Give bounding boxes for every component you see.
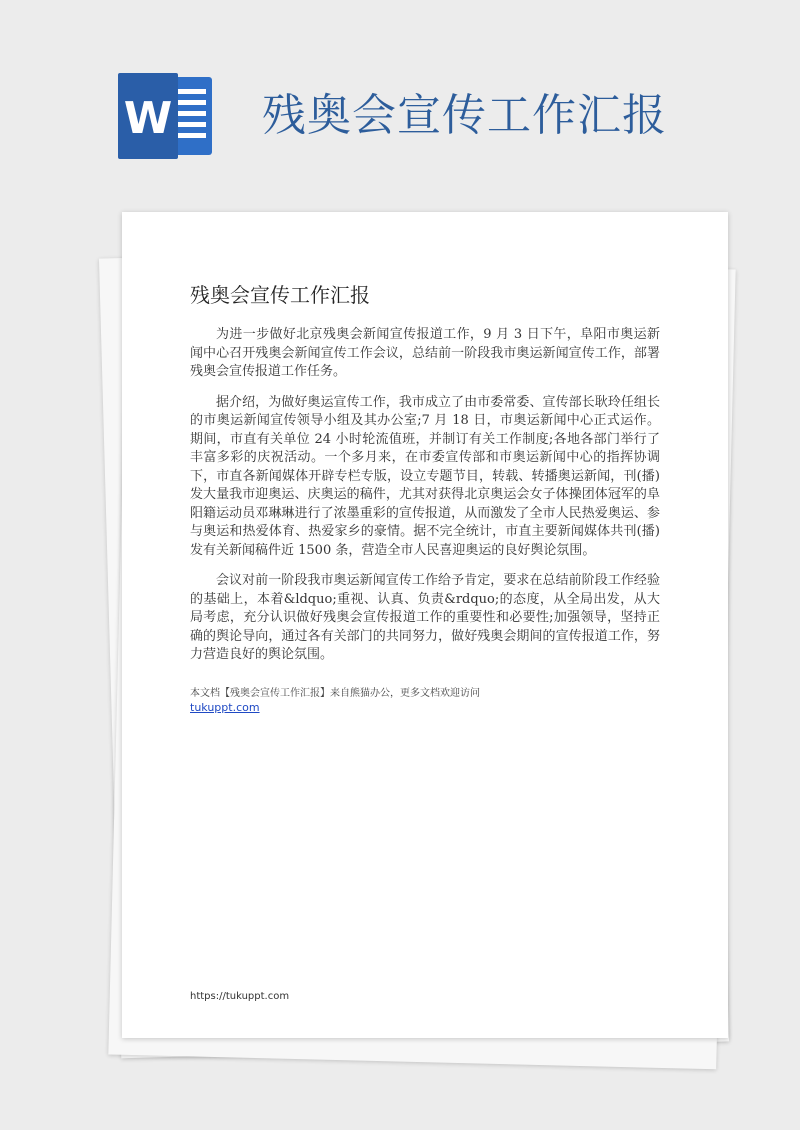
footer-source-note: 本文档【残奥会宣传工作汇报】来自熊猫办公，更多文档欢迎访问 [190, 688, 480, 699]
document-paragraph: 为进一步做好北京残奥会新闻宣传报道工作，9 月 3 日下午，阜阳市奥运新闻中心召开残奥会新闻宣传工作会议，总结前一阶段我市奥运新闻宣传工作，部署残奥会宣传报道工作任务。 [190, 327, 660, 379]
document-page [122, 212, 728, 1038]
word-icon [118, 73, 214, 159]
document-body [190, 326, 660, 677]
document-title: 残奥会宣传工作汇报 [190, 283, 370, 307]
svg-text:W: W [123, 93, 173, 144]
document-paragraph: 会议对前一阶段我市奥运新闻宣传工作给予肯定，要求在总结前阶段工作经验的基础上，本着&ldquo;重视、认真、负责&rdquo;的态度，从全局出发，从大局考虑，充分认识做好残奥会宣传报道工作的重要性和必要性;加强领导，坚持正确的舆论导向，通过各有关部门的共同努力，做好残奥会期间的宣传报道工作，努力营造良好的舆论氛围。 [190, 573, 660, 662]
page-header-title: 残奥会宣传工作汇报 [262, 90, 667, 141]
page-bottom-url: https://tukuppt.com [190, 991, 290, 1002]
header [0, 0, 800, 200]
document-paragraph: 据介绍，为做好奥运宣传工作，我市成立了由市委常委、宣传部长耿玲任组长的市奥运新闻宣传领导小组及其办公室;7 月 18 日，市奥运新闻中心正式运作。期间，市直有关单位 24 小时轮流值班，并制订有关工作制度;各地各部门举行了丰富多彩的庆祝活动。一个多月来，在市委宣传部和市奥运新闻中心的指挥协调下，市直各新闻媒体开辟专栏专版，设立专题节目，转载、转播奥运新闻，刊(播)发大量我市迎奥运、庆奥运的稿件，尤其对获得北京奥运会女子体操团体冠军的阜阳籍运动员邓琳琳进行了浓墨重彩的宣传报道，从而激发了全市人民热爱奥运、参与奥运和热爱体育、热爱家乡的豪情。据不完全统计，市直主要新闻媒体共刊(播)发有关新闻稿件近 1500 条，营造全市人民喜迎奥运的良好舆论氛围。 [190, 394, 660, 558]
footer-source-link[interactable]: tukuppt.com [190, 701, 260, 714]
